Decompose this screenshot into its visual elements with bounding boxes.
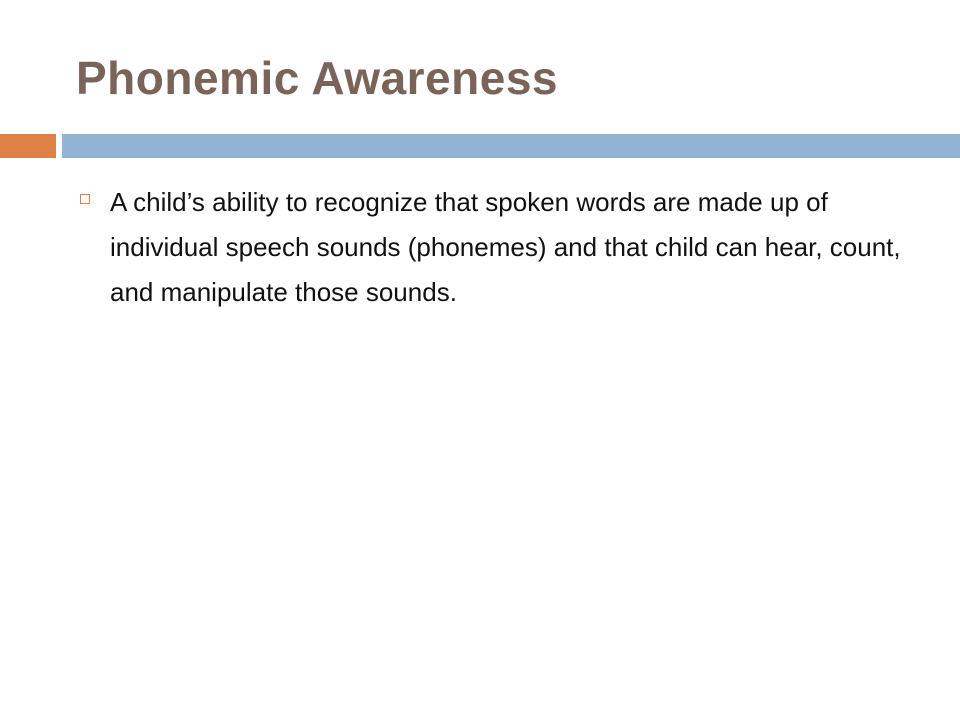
accent-bar [0, 134, 56, 158]
header-divider-bar [62, 134, 960, 158]
bullet-item [76, 180, 926, 315]
slide-title: Phonemic Awareness [76, 52, 558, 104]
square-bullet-icon [80, 194, 90, 204]
bullet-text: A child’s ability to recognize that spoken words are made up of individual speech sounds (phonemes) and that child can hear, count, and manipulate those sounds. [110, 187, 901, 307]
slide-content [76, 180, 926, 315]
